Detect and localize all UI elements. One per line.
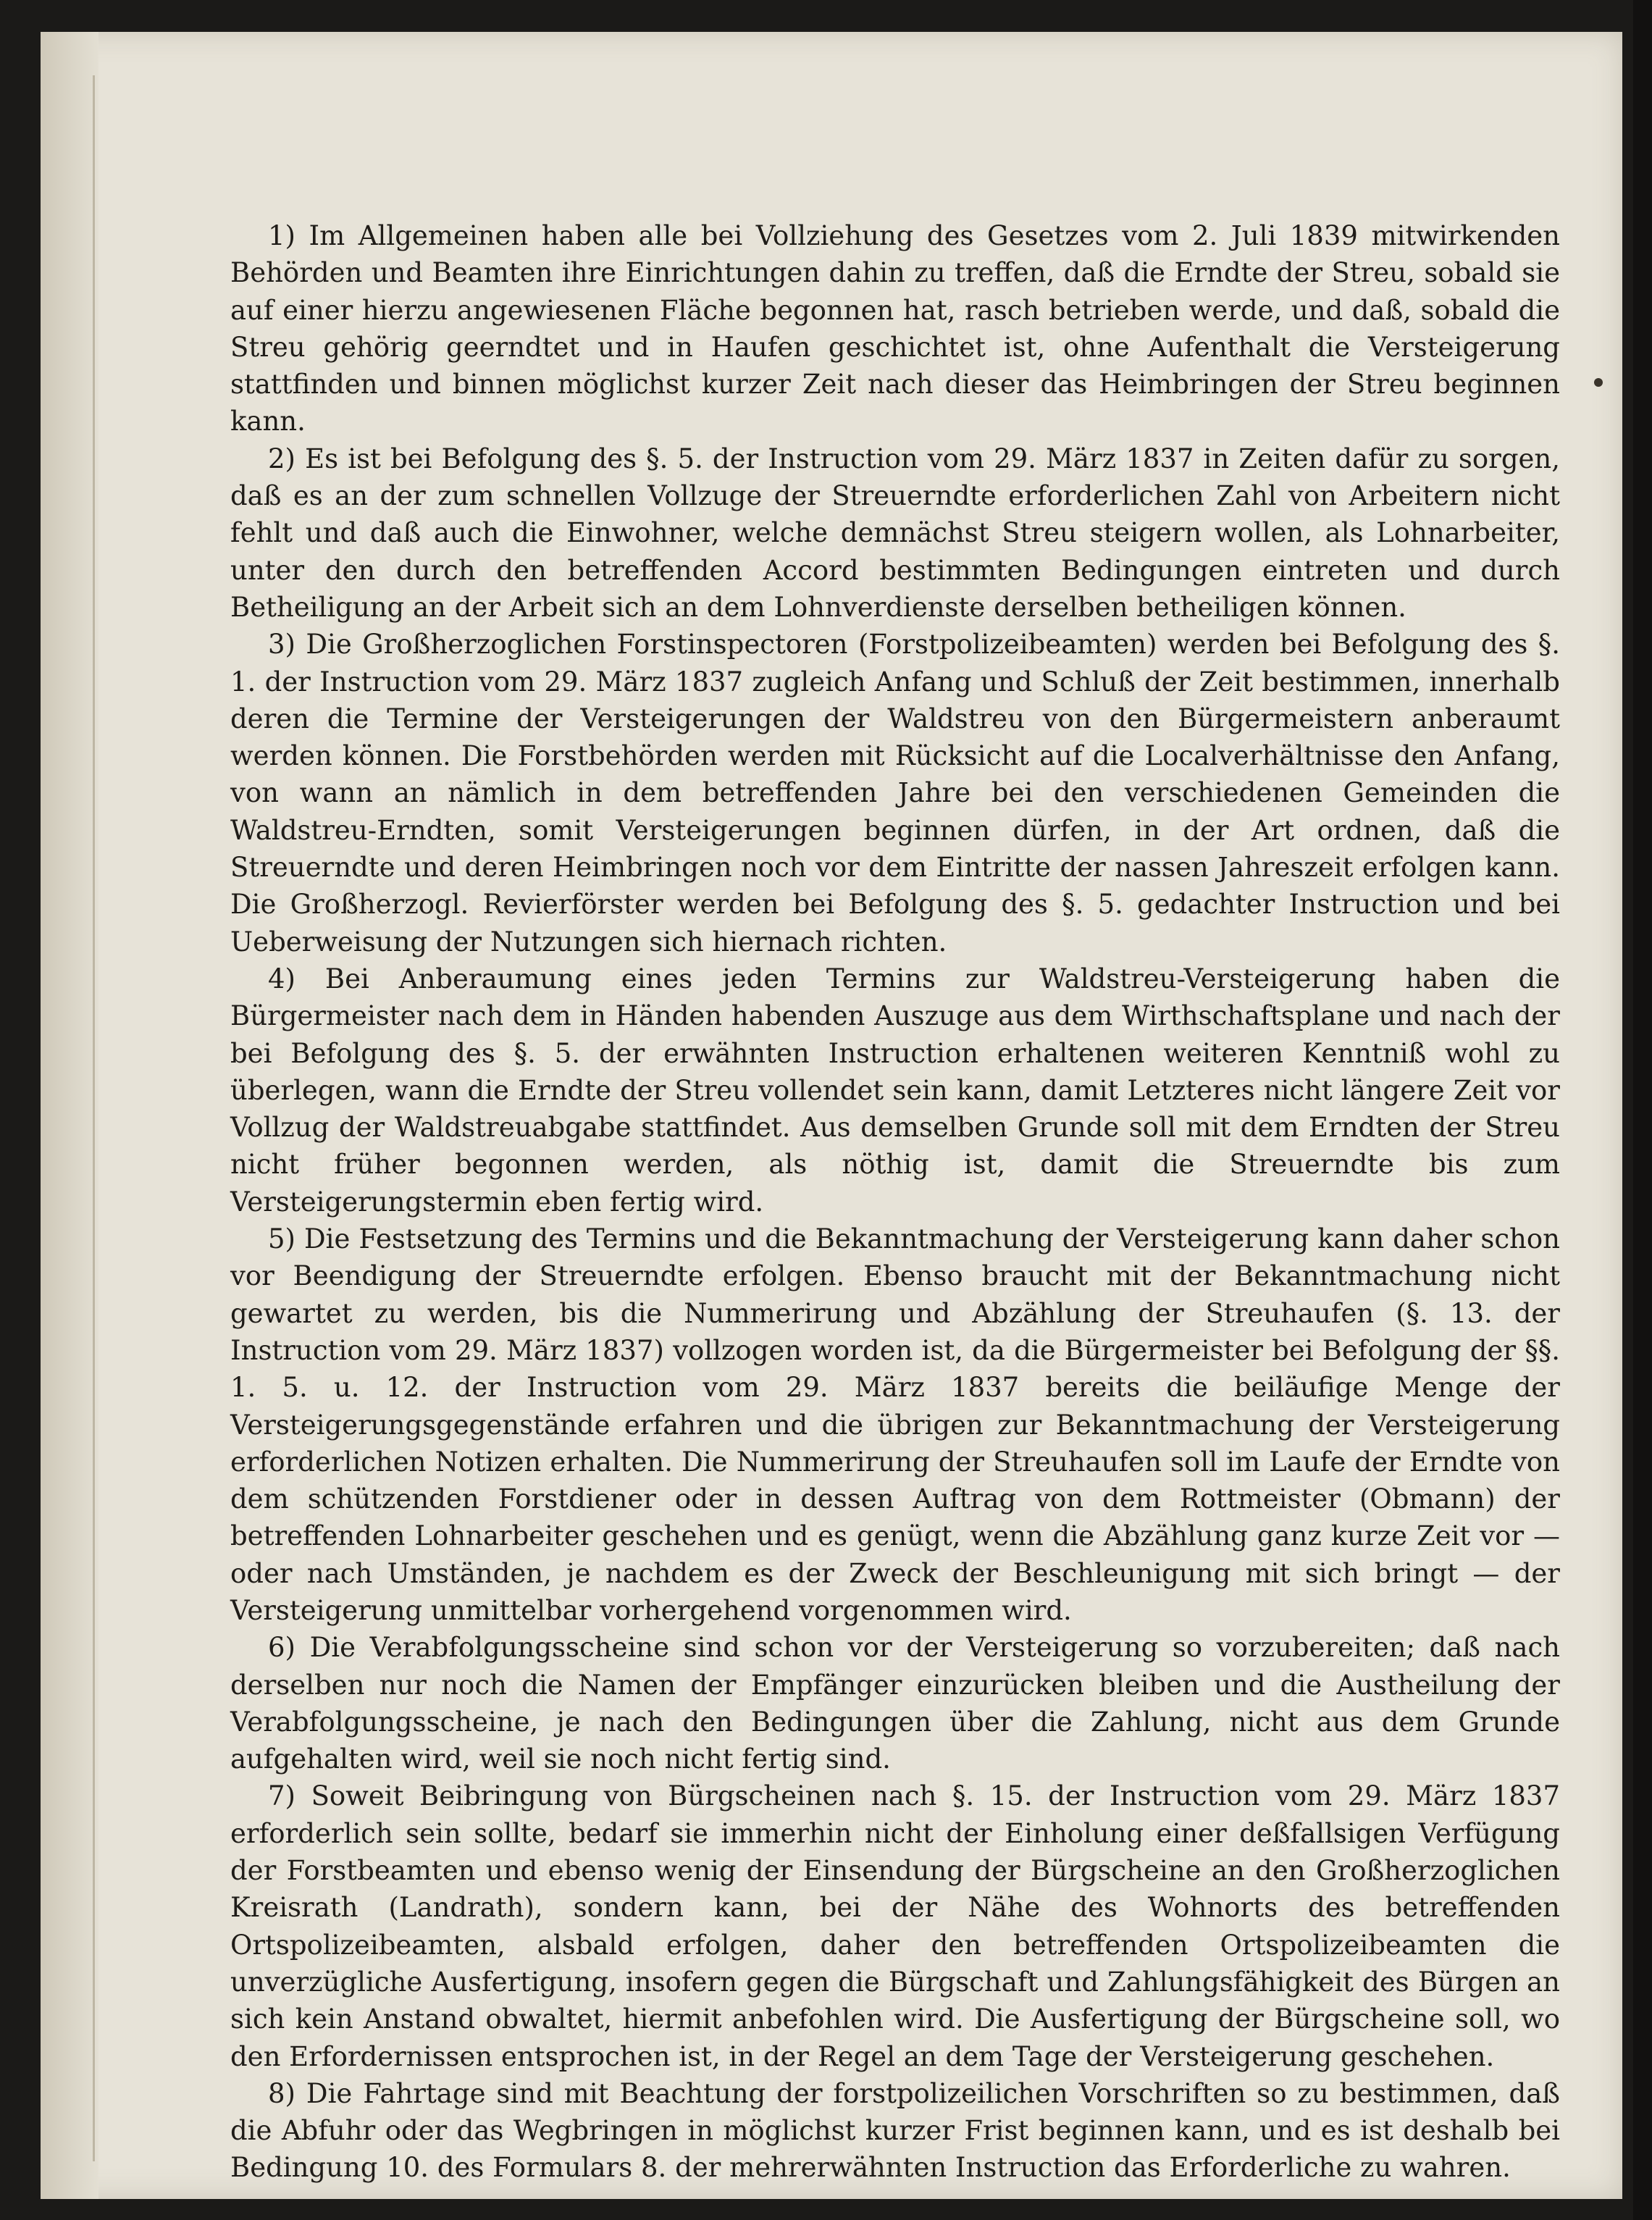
paragraph-6 [230,1629,1560,1777]
page-binding-edge [41,32,98,2199]
paragraph-1 [230,217,1560,440]
paragraph-3 [230,626,1560,960]
paragraph-2 [230,440,1560,626]
paragraph-7 [230,1777,1560,2074]
paragraph-number: 3) [268,629,295,661]
paragraph-text: Die Festsetzung des Termins und die Bekanntmachung der Versteigerung kann daher schon vor Beendigung der Streuerndte erfolgen. Ebenso braucht mit der Bekanntmachung nicht gewartet zu werden, bis die Nummerirung und Abzählung der Streuhaufen (§. 13. der Instruction vom 29. März 1837) vollzogen worden ist, da die Bürgermeister bei Befolgung der §§. 1. 5. u. 12. der Instruction vom 29. März 1837 bereits die beiläufige Menge der Versteigerungsgegenstände erfahren und die übrigen zur Bekanntmachung der Versteigerung erforderlichen Notizen erhalten. Die Nummerirung der Streuhaufen soll im Laufe der Erndte von dem schützenden Forstdiener oder in dessen Auftrag von dem Rottmeister (Obmann) der betreffenden Lohnarbeiter geschehen und es genügt, wenn die Abzählung ganz kurze Zeit vor — oder nach Umständen, je nachdem es der Zweck der Beschleunigung mit sich bringt — der Versteigerung unmittelbar vorhergehend vorgenommen wird. [230,1223,1560,1626]
document-body [230,217,1560,2187]
paragraph-number: 6) [268,1632,295,1664]
paragraph-text: Die Fahrtage sind mit Beachtung der forstpolizeilichen Vorschriften so zu bestimmen, daß die Abfuhr oder das Wegbringen in möglichst kurzer Frist beginnen kann, und es ist deshalb bei Bedingung 10. des Formulars 8. der mehrerwähnten Instruction das Erforderliche zu wahren. [230,2077,1560,2184]
paragraph-text: Im Allgemeinen haben alle bei Vollziehung des Gesetzes vom 2. Juli 1839 mitwirkenden Behörden und Beamten ihre Einrichtungen dahin zu treffen, daß die Erndte der Streu, sobald sie auf einer hierzu angewiesenen Fläche begonnen hat, rasch betrieben werde, und daß, sobald die Streu gehörig geerndtet und in Haufen geschichtet ist, ohne Aufenthalt die Versteigerung stattfinden und binnen möglichst kurzer Zeit nach dieser das Heimbringen der Streu beginnen kann. [230,220,1561,437]
paragraph-number: 7) [268,1780,295,1812]
paragraph-text: Die Verabfolgungsscheine sind schon vor der Versteigerung so vorzubereiten; daß nach derselben nur noch die Namen der Empfänger einzurücken bleiben und die Austheilung der Verabfolgungsscheine, je nach den Bedingungen über die Zahlung, nicht aus dem Grunde aufgehalten wird, weil sie noch nicht fertig sind. [230,1632,1560,1775]
dark-right-margin [1633,0,1652,2220]
paragraph-number: 1) [268,220,295,251]
paragraph-5 [230,1220,1560,1629]
paragraph-8 [230,2075,1560,2187]
paragraph-text: Es ist bei Befolgung des §. 5. der Instruction vom 29. März 1837 in Zeiten dafür zu sorgen, daß es an der zum schnellen Vollzuge der Streuerndte erforderlichen Zahl von Arbeitern nicht fehlt und daß auch die Einwohner, welche demnächst Streu steigern wollen, als Lohnarbeiter, unter den durch den betreffenden Accord bestimmten Bedingungen eintreten und durch Betheiligung an der Arbeit sich an dem Lohnverdienste derselben betheiligen können. [230,443,1561,623]
paragraph-number: 4) [268,963,295,994]
paragraph-number: 5) [268,1223,295,1255]
paragraph-number: 2) [268,443,295,474]
paragraph-text: Bei Anberaumung eines jeden Termins zur Waldstreu-Versteigerung haben die Bürgermeister nach dem in Händen habenden Auszuge aus dem Wirthschaftsplane und nach der bei Befolgung des §. 5. der erwähnten Instruction erhaltenen weiteren Kenntniß wohl zu überlegen, wann die Erndte der Streu vollendet sein kann, damit Letzteres nicht längere Zeit vor Vollzug der Waldstreuabgabe stattfindet. Aus demselben Grunde soll mit dem Erndten der Streu nicht früher begonnen werden, als nöthig ist, damit die Streuerndte bis zum Versteigerungstermin eben fertig wird. [230,963,1560,1218]
ink-spot [1594,378,1603,387]
paragraph-text: Die Großherzoglichen Forstinspectoren (Forstpolizeibeamten) werden bei Befolgung des §. 1. der Instruction vom 29. März 1837 zugleich Anfang und Schluß der Zeit bestimmen, innerhalb deren die Termine der Versteigerungen der Waldstreu von den Bürgermeistern anberaumt werden können. Die Forstbehörden werden mit Rücksicht auf die Localverhältnisse den Anfang, von wann an nämlich in dem betreffenden Jahre bei den verschiedenen Gemeinden die Waldstreu-Erndten, somit Versteigerungen beginnen dürfen, in der Art ordnen, daß die Streuerndte und deren Heimbringen noch vor dem Eintritte der nassen Jahreszeit erfolgen kann. Die Großherzogl. Revierförster werden bei Befolgung des §. 5. gedachter Instruction und bei Ueberweisung der Nutzungen sich hiernach richten. [230,629,1561,958]
paragraph-number: 8) [268,2077,295,2109]
paragraph-4 [230,960,1560,1220]
paragraph-text: Soweit Beibringung von Bürgscheinen nach §. 15. der Instruction vom 29. März 1837 erforderlich sein sollte, bedarf sie immerhin nicht der Einholung einer deßfallsigen Verfügung der Forstbeamten und ebenso wenig der Einsendung der Bürgscheine an den Großherzoglichen Kreisrath (Landrath), sondern kann, bei der Nähe des Wohnorts des betreffenden Ortspolizeibeamten, alsbald erfolgen, daher den betreffenden Ortspolizeibeamten die unverzügliche Ausfertigung, insofern gegen die Bürgschaft und Zahlungsfähigkeit des Bürgen an sich kein Anstand obwaltet, hiermit anbefohlen wird. Die Ausfertigung der Bürgscheine soll, wo den Erfordernissen entsprochen ist, in der Regel an dem Tage der Versteigerung geschehen. [230,1780,1561,2072]
binding-fold-line [93,75,95,2161]
